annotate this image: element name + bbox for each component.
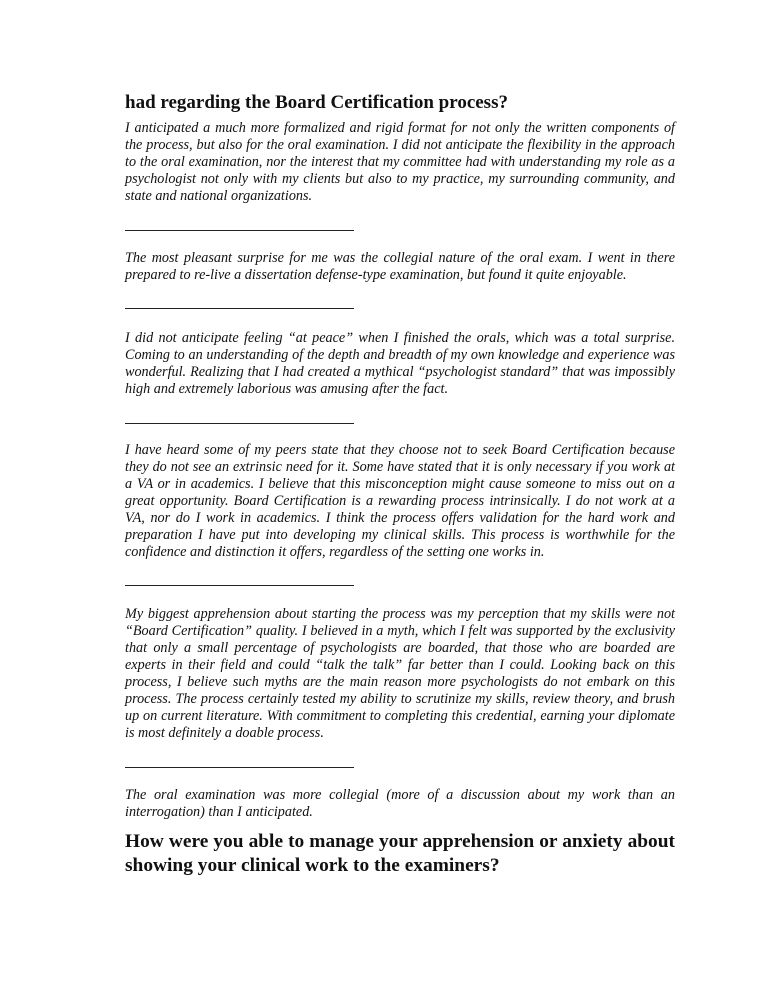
divider-line [125, 308, 354, 309]
answer-paragraph-5: My biggest apprehension about starting the process was my perception that my skills were not “Board Certification” quality. I believed in a myth, which I felt was supported by the exclusivity that only a small percentage of psychologists are boarded, that those who are boarded are experts in their field and could “talk the talk” far better than I could. Looking back on this process, I believe such myths are the main reason more psychologists do not embark on this process. The process certainly tested my ability to scrutinize my skills, review theory, and brush up on current literature. With commitment to completing this credential, earning your diplomate is most definitely a doable process. [125, 606, 675, 741]
answer-paragraph-1: I anticipated a much more formalized and rigid format for not only the written components of the process, but also for the oral examination. I did not anticipate the flexibility in the approach to the oral examination, nor the interest that my committee had with understanding my role as a psychologist not only with my clients but also to my practice, my surrounding community, and state and national organizations. [125, 120, 675, 204]
answer-paragraph-2: The most pleasant surprise for me was the collegial nature of the oral exam. I went in there prepared to re-live a dissertation defense-type examination, but found it quite enjoyable. [125, 250, 675, 283]
answer-paragraph-4: I have heard some of my peers state that they choose not to seek Board Certification because they do not see an extrinsic need for it. Some have stated that it is only necessary if you work at a VA or in academics. I believe that this misconception might cause someone to miss out on a great opportunity. Board Certification is a rewarding process intrinsically. I do not work at a VA, nor do I work in academics. I think the process offers validation for the hard work and preparation I have put into developing my clinical skills. This process is worthwhile for the confidence and distinction it offers, regardless of the setting one works in. [125, 442, 675, 560]
answer-paragraph-3: I did not anticipate feeling “at peace” when I finished the orals, which was a total surprise. Coming to an understanding of the depth and breadth of my own knowledge and experience was wonderful. Realizing that I had created a mythical “psychologist standard” that was impossibly high and extremely laborious was amusing after the fact. [125, 330, 675, 397]
divider-line [125, 585, 354, 586]
divider-line [125, 423, 354, 424]
section-heading: had regarding the Board Certification process? [125, 92, 508, 113]
divider-line [125, 230, 354, 231]
question-heading: How were you able to manage your apprehension or anxiety about showing your clinical work to the examiners? [125, 831, 675, 876]
divider-line [125, 767, 354, 768]
answer-paragraph-6: The oral examination was more collegial (more of a discussion about my work than an interrogation) than I anticipated. [125, 787, 675, 820]
